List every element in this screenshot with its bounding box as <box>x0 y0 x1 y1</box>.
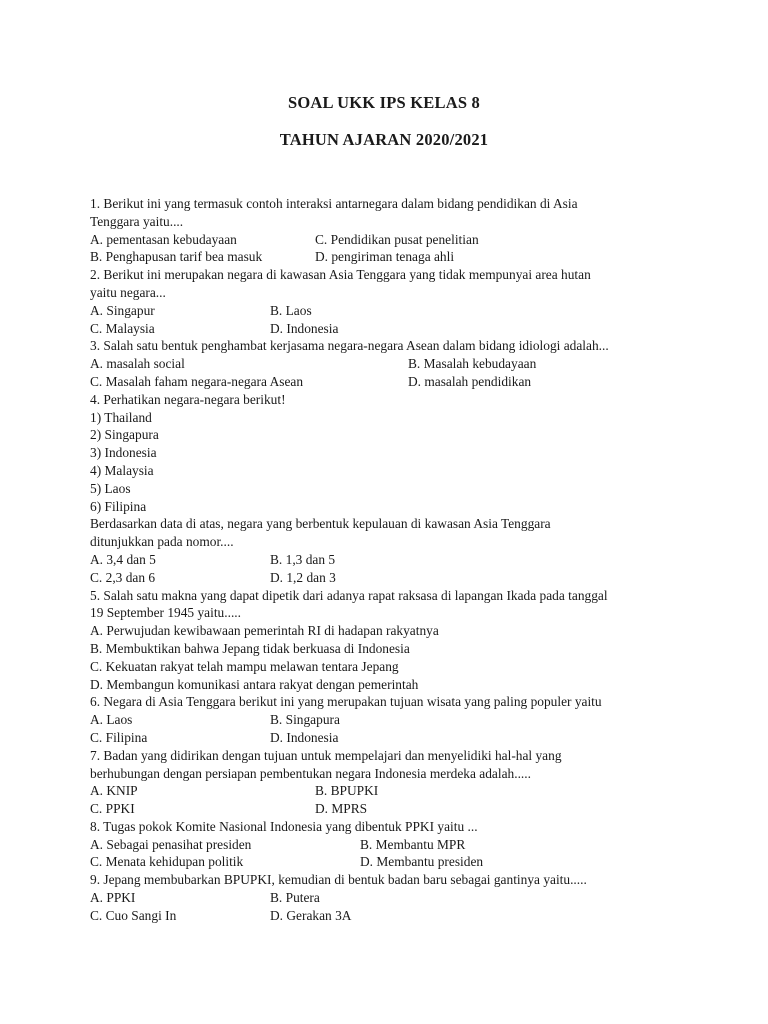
answer-option: B. Singapura <box>270 712 340 728</box>
document-subtitle: TAHUN AJARAN 2020/2021 <box>279 130 489 149</box>
options-row <box>90 248 690 266</box>
answer-option: B. Penghapusan tarif bea masuk <box>90 249 263 265</box>
answer-option: D. Membangun komunikasi antara rakyat dengan pemerintah <box>90 676 419 692</box>
answer-option: C. Masalah faham negara-negara Asean <box>90 373 304 389</box>
question-6 <box>90 693 690 746</box>
question-text: Berdasarkan data di atas, negara yang berbentuk kepulauan di kawasan Asia Tenggara <box>90 516 551 532</box>
options-row <box>90 302 690 320</box>
question-text: 3. Salah satu bentuk penghambat kerjasama negara-negara Asean dalam bidang idiologi adalah... <box>90 338 609 354</box>
question-9 <box>90 871 690 924</box>
question-text: 1. Berikut ini yang termasuk contoh interaksi antarnegara dalam bidang pendidikan di Asia <box>90 196 578 211</box>
question-text: 5. Salah satu makna yang dapat dipetik dari adanya rapat raksasa di lapangan Ikada pada tanggal <box>90 587 608 603</box>
question-text: 4. Perhatikan negara-negara berikut! <box>90 391 286 407</box>
answer-option: A. 3,4 dan 5 <box>90 551 156 567</box>
options-row <box>90 907 690 925</box>
options-row <box>90 569 690 587</box>
answer-option: B. BPUPKI <box>315 783 379 799</box>
answer-option: D. 1,2 dan 3 <box>270 569 336 585</box>
answer-option: B. 1,3 dan 5 <box>270 551 336 567</box>
answer-option: C. 2,3 dan 6 <box>90 569 156 585</box>
question-4 <box>90 391 690 587</box>
answer-option: C. Menata kehidupan politik <box>90 854 244 870</box>
options-row <box>90 640 690 658</box>
answer-option: A. Sebagai penasihat presiden <box>90 836 252 852</box>
answer-option: D. MPRS <box>315 801 368 817</box>
answer-option: A. Perwujudan kewibawaan pemerintah RI di hadapan rakyatnya <box>90 623 439 639</box>
question-text: 6. Negara di Asia Tenggara berikut ini yang merupakan tujuan wisata yang paling populer yaitu <box>90 694 602 710</box>
options-row <box>90 836 690 854</box>
question-text: 7. Badan yang didirikan dengan tujuan untuk mempelajari dan menyelidiki hal-hal yang <box>90 747 562 763</box>
options-row <box>90 231 690 249</box>
question-2 <box>90 266 690 337</box>
answer-option: D. pengiriman tenaga ahli <box>315 249 455 265</box>
options-row <box>90 889 690 907</box>
options-row <box>90 729 690 747</box>
question-text: berhubungan dengan persiapan pembentukan negara Indonesia merdeka adalah..... <box>90 765 531 781</box>
options-row <box>90 622 690 640</box>
answer-option: B. Laos <box>270 302 312 318</box>
question-text: ditunjukkan pada nomor.... <box>90 534 234 550</box>
answer-option: C. PPKI <box>90 801 135 817</box>
question-5 <box>90 587 690 694</box>
question-list <box>90 195 690 925</box>
options-row <box>90 853 690 871</box>
answer-option: D. masalah pendidikan <box>408 373 532 389</box>
answer-option: C. Pendidikan pusat penelitian <box>315 231 479 247</box>
answer-option: A. pementasan kebudayaan <box>90 231 237 247</box>
question-text: yaitu negara... <box>90 284 166 300</box>
options-row <box>90 551 690 569</box>
options-row <box>90 355 690 373</box>
answer-option: D. Indonesia <box>270 729 339 745</box>
answer-option: D. Gerakan 3A <box>270 907 352 923</box>
question-8 <box>90 818 690 871</box>
options-row <box>90 320 690 338</box>
answer-option: C. Kekuatan rakyat telah mampu melawan tentara Jepang <box>90 658 399 674</box>
answer-option: D. Membantu presiden <box>360 854 484 870</box>
question-text: 1) Thailand <box>90 409 152 425</box>
question-text: 6) Filipina <box>90 498 147 514</box>
question-text: 9. Jepang membubarkan BPUPKI, kemudian di bentuk badan baru sebagai gantinya yaitu..... <box>90 872 587 888</box>
question-text: 3) Indonesia <box>90 445 157 461</box>
question-text: 2) Singapura <box>90 427 159 443</box>
options-row <box>90 782 690 800</box>
question-7 <box>90 747 690 818</box>
question-1 <box>90 195 690 266</box>
answer-option: B. Masalah kebudayaan <box>408 356 537 372</box>
question-text: 19 September 1945 yaitu..... <box>90 605 241 621</box>
answer-option: A. Laos <box>90 712 133 728</box>
answer-option: B. Putera <box>270 890 320 906</box>
question-text: 5) Laos <box>90 480 131 496</box>
options-row <box>90 658 690 676</box>
question-text: 4) Malaysia <box>90 462 154 478</box>
options-row <box>90 373 690 391</box>
options-row <box>90 676 690 694</box>
question-text: 2. Berikut ini merupakan negara di kawasan Asia Tenggara yang tidak mempunyai area hutan <box>90 267 591 283</box>
answer-option: A. KNIP <box>90 783 138 799</box>
answer-option: A. Singapur <box>90 302 155 318</box>
document-title: SOAL UKK IPS KELAS 8 <box>288 93 480 112</box>
question-3 <box>90 337 690 390</box>
options-row <box>90 711 690 729</box>
answer-option: A. masalah social <box>90 356 185 372</box>
answer-option: B. Membantu MPR <box>360 836 466 852</box>
answer-option: D. Indonesia <box>270 320 339 336</box>
question-text: 8. Tugas pokok Komite Nasional Indonesia yang dibentuk PPKI yaitu ... <box>90 818 478 834</box>
options-row <box>90 800 690 818</box>
question-text: Tenggara yaitu.... <box>90 213 184 229</box>
answer-option: C. Filipina <box>90 729 148 745</box>
answer-option: C. Cuo Sangi In <box>90 907 177 923</box>
answer-option: B. Membuktikan bahwa Jepang tidak berkuasa di Indonesia <box>90 640 410 656</box>
answer-option: A. PPKI <box>90 890 136 906</box>
answer-option: C. Malaysia <box>90 320 155 336</box>
